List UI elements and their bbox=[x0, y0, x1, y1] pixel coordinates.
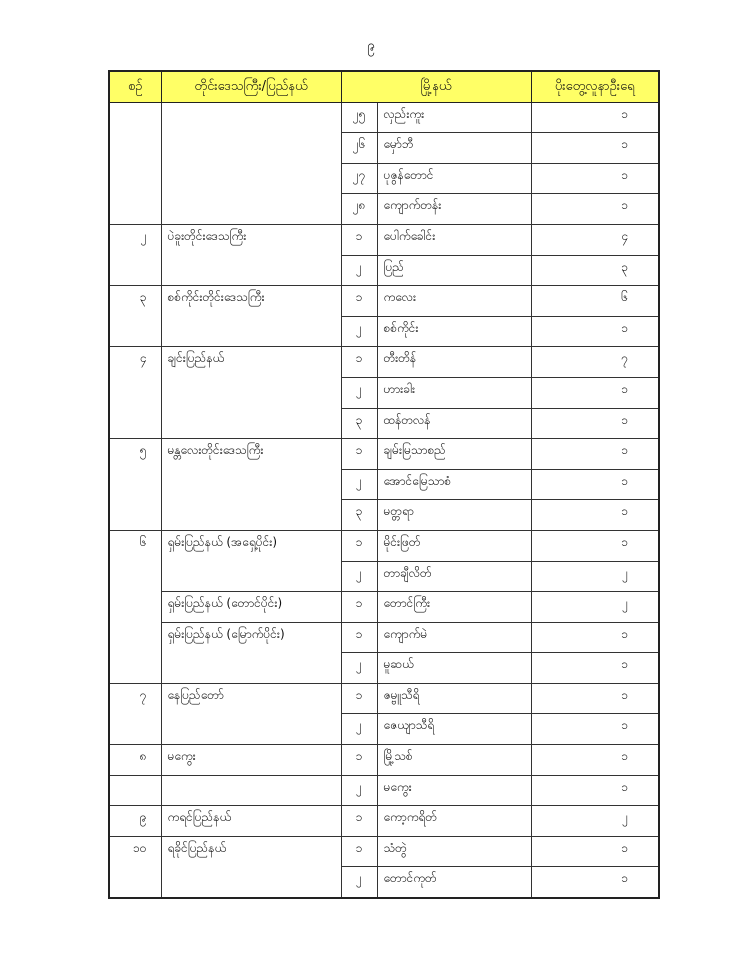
township-number: ၃ bbox=[341, 500, 377, 531]
township-name: ကော့ကရိတ် bbox=[377, 806, 531, 837]
case-count: ၁ bbox=[531, 775, 659, 806]
table-row bbox=[109, 806, 659, 837]
township-name: ပေါက်ခေါင်း bbox=[377, 224, 531, 255]
page-number: ၉ bbox=[367, 38, 375, 54]
township-number: ၁ bbox=[341, 683, 377, 714]
township-number: ၂ bbox=[341, 867, 377, 898]
township-name: တီးတိန် bbox=[377, 347, 531, 378]
township-number: ၁ bbox=[341, 530, 377, 561]
row-number: ၄ bbox=[109, 347, 161, 439]
table-row bbox=[109, 530, 659, 561]
case-count: ၁ bbox=[531, 163, 659, 194]
region-name: ချင်းပြည်နယ် bbox=[161, 347, 341, 439]
table-body bbox=[109, 102, 659, 898]
township-number: ၂ bbox=[341, 255, 377, 286]
row-number bbox=[109, 775, 161, 806]
table-row bbox=[109, 347, 659, 378]
region-name: ရှမ်းပြည်နယ် (အရှေ့ပိုင်း) bbox=[161, 530, 341, 591]
township-number: ၂၅ bbox=[341, 102, 377, 133]
region-name: မကွေး bbox=[161, 745, 341, 776]
region-name: ရှမ်းပြည်နယ် (တောင်ပိုင်း) bbox=[161, 592, 341, 623]
row-number: ၃ bbox=[109, 286, 161, 347]
row-number: ၇ bbox=[109, 683, 161, 744]
township-number: ၂ bbox=[341, 316, 377, 347]
township-name: ချမ်းမြသာစည် bbox=[377, 439, 531, 470]
township-number: ၁ bbox=[341, 347, 377, 378]
township-number: ၁ bbox=[341, 622, 377, 653]
header-no: စဉ် bbox=[109, 71, 161, 102]
table-row bbox=[109, 836, 659, 867]
township-name: ပုဇွန်တောင် bbox=[377, 163, 531, 194]
township-name: မူဆယ် bbox=[377, 653, 531, 684]
township-name: ဇေယျာသီရိ bbox=[377, 714, 531, 745]
case-count: ၁ bbox=[531, 867, 659, 898]
township-number: ၂၇ bbox=[341, 163, 377, 194]
case-count: ၁ bbox=[531, 683, 659, 714]
case-count: ၁ bbox=[531, 133, 659, 164]
case-count: ၁ bbox=[531, 745, 659, 776]
township-number: ၂ bbox=[341, 561, 377, 592]
region-name: ရှမ်းပြည်နယ် (မြောက်ပိုင်း) bbox=[161, 622, 341, 683]
township-name: ဟားခါး bbox=[377, 377, 531, 408]
header-region: တိုင်းဒေသကြီး/ပြည်နယ် bbox=[161, 71, 341, 102]
township-name: ပြည် bbox=[377, 255, 531, 286]
region-name bbox=[161, 102, 341, 224]
case-count: ၁ bbox=[531, 439, 659, 470]
table-row bbox=[109, 286, 659, 317]
township-name: အောင်မြေသာစံ bbox=[377, 469, 531, 500]
township-number: ၁ bbox=[341, 806, 377, 837]
township-number: ၂ bbox=[341, 377, 377, 408]
region-name: စစ်ကိုင်းတိုင်းဒေသကြီး bbox=[161, 286, 341, 347]
table-row bbox=[109, 775, 659, 806]
region-name bbox=[161, 775, 341, 806]
cases-table bbox=[108, 70, 660, 899]
case-count: ၁ bbox=[531, 469, 659, 500]
case-count: ၂ bbox=[531, 806, 659, 837]
case-count: ၁ bbox=[531, 714, 659, 745]
case-count: ၁ bbox=[531, 408, 659, 439]
township-number: ၁ bbox=[341, 592, 377, 623]
township-name: တောင်ကုတ် bbox=[377, 867, 531, 898]
case-count: ၁ bbox=[531, 102, 659, 133]
case-count: ၇ bbox=[531, 347, 659, 378]
region-name: မန္တလေးတိုင်းဒေသကြီး bbox=[161, 439, 341, 531]
township-name: မတ္တရာ bbox=[377, 500, 531, 531]
row-number: ၉ bbox=[109, 806, 161, 837]
township-name: ကျောက်မဲ bbox=[377, 622, 531, 653]
case-count: ၃ bbox=[531, 255, 659, 286]
case-count: ၄ bbox=[531, 224, 659, 255]
township-name: မြို့သစ် bbox=[377, 745, 531, 776]
township-name: မှော်ဘီ bbox=[377, 133, 531, 164]
case-count: ၂ bbox=[531, 561, 659, 592]
township-number: ၂ bbox=[341, 775, 377, 806]
township-name: မိုင်းဖြတ် bbox=[377, 530, 531, 561]
township-number: ၂၆ bbox=[341, 133, 377, 164]
township-number: ၂၈ bbox=[341, 194, 377, 225]
township-name: စစ်ကိုင်း bbox=[377, 316, 531, 347]
case-count: ၁ bbox=[531, 377, 659, 408]
row-number: ၅ bbox=[109, 439, 161, 531]
township-number: ၁ bbox=[341, 836, 377, 867]
table-header-row bbox=[109, 71, 659, 102]
region-name: ပဲခူးတိုင်းဒေသကြီး bbox=[161, 224, 341, 285]
case-count: ၂ bbox=[531, 592, 659, 623]
case-count: ၁ bbox=[531, 622, 659, 653]
case-count: ၁ bbox=[531, 530, 659, 561]
table-row bbox=[109, 439, 659, 470]
case-count: ၁ bbox=[531, 316, 659, 347]
table-row bbox=[109, 683, 659, 714]
header-township: မြို့နယ် bbox=[341, 71, 531, 102]
township-number: ၂ bbox=[341, 469, 377, 500]
case-count: ၁ bbox=[531, 194, 659, 225]
region-name: နေပြည်တော် bbox=[161, 683, 341, 744]
township-name: လှည်းကူး bbox=[377, 102, 531, 133]
table-row bbox=[109, 622, 659, 653]
table-row bbox=[109, 592, 659, 623]
region-name: ရခိုင်ပြည်နယ် bbox=[161, 836, 341, 898]
case-count: ၁ bbox=[531, 653, 659, 684]
township-number: ၁ bbox=[341, 286, 377, 317]
township-name: တာချီလိတ် bbox=[377, 561, 531, 592]
township-name: ကလေး bbox=[377, 286, 531, 317]
case-count: ၁ bbox=[531, 500, 659, 531]
row-number: ၆ bbox=[109, 530, 161, 683]
township-number: ၃ bbox=[341, 408, 377, 439]
case-count: ၆ bbox=[531, 286, 659, 317]
township-number: ၂ bbox=[341, 714, 377, 745]
township-name: သံတွဲ bbox=[377, 836, 531, 867]
township-name: ထန်တလန် bbox=[377, 408, 531, 439]
township-name: ကျောက်တန်း bbox=[377, 194, 531, 225]
township-name: ဇမ္ဗူသီရိ bbox=[377, 683, 531, 714]
township-number: ၁ bbox=[341, 224, 377, 255]
township-number: ၁ bbox=[341, 745, 377, 776]
case-count: ၁ bbox=[531, 836, 659, 867]
township-name: မကွေး bbox=[377, 775, 531, 806]
township-number: ၁ bbox=[341, 439, 377, 470]
table-row bbox=[109, 745, 659, 776]
table-row bbox=[109, 224, 659, 255]
region-name: ကရင်ပြည်နယ် bbox=[161, 806, 341, 837]
township-number: ၂ bbox=[341, 653, 377, 684]
row-number bbox=[109, 102, 161, 224]
township-name: တောင်ကြီး bbox=[377, 592, 531, 623]
table-row bbox=[109, 102, 659, 133]
row-number: ၁၀ bbox=[109, 836, 161, 898]
row-number: ၂ bbox=[109, 224, 161, 285]
header-cases: ပိုးတွေ့လူနာဦးရေ bbox=[531, 71, 659, 102]
row-number: ၈ bbox=[109, 745, 161, 776]
